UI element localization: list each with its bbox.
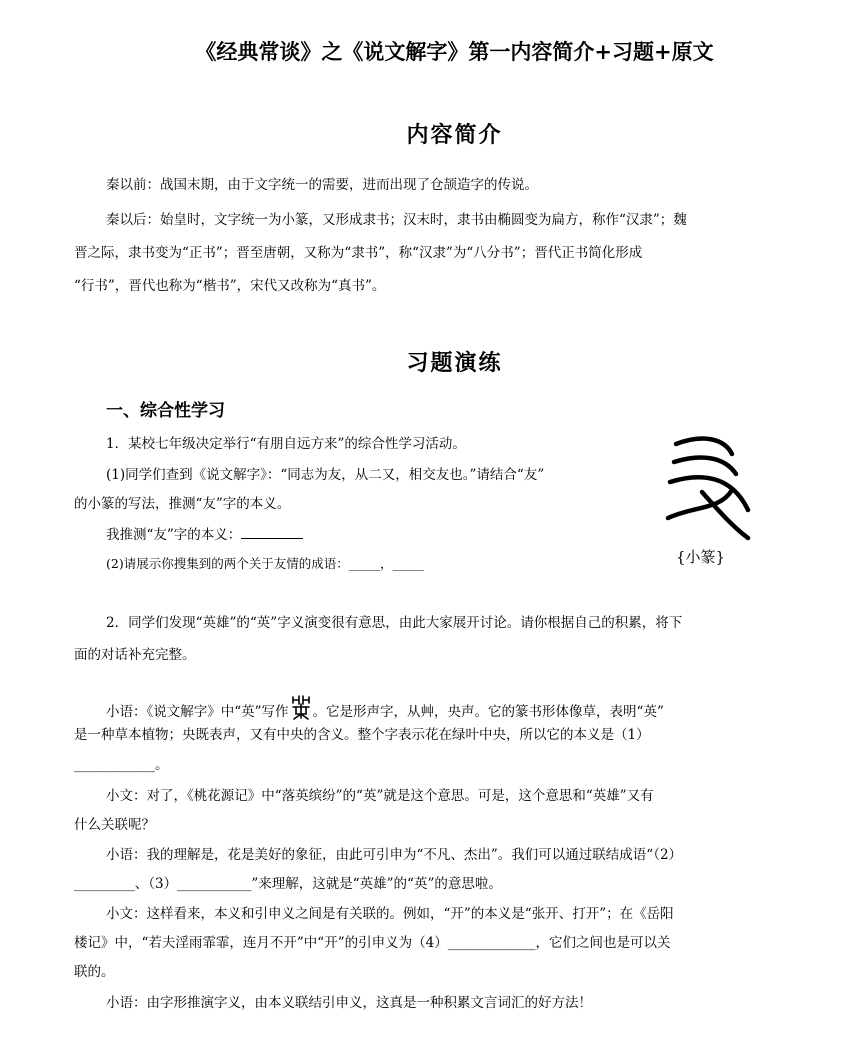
question-1-part-2: (2)请展示你搜集到的两个关于友情的成语：_____，_____ [106,556,424,571]
dialogue-4-line-2: 楼记》中，“若夫淫雨霏霏，连月不开”中“开”的引申义为（4）_____________，它们之间也是可以关 [74,935,671,951]
dialogue-2-line-2: 什么关联呢？ [74,817,155,833]
dialogue-4-line-1: 小文：这样看来，本义和引申义之间是有关联的。例如，“开”的本义是“张开、打开”；在《岳阳 [106,906,674,922]
document-title: 《经典常谈》之《说文解字》第一内容简介+习题+原文 [195,39,714,64]
dialogue-1-line-1 [106,694,664,722]
question-1-answer-line [106,524,303,545]
section-heading-comprehensive: 一、综合性学习 [106,401,225,421]
question-1: 1．某校七年级决定举行“有朋自远方来”的综合性学习活动。 [106,436,466,452]
dialogue-1-part-a: 小语：《说文解字》中“英”写作 [106,704,289,720]
seal-script-label: {小篆} [676,548,726,566]
question-1-part-1-line-2: 的小篆的写法，推测“友”字的本义。 [74,496,291,512]
answer-blank [241,524,303,539]
intro-heading: 内容简介 [406,122,503,148]
dialogue-3-line-1: 小语：我的理解是，花是美好的象征，由此可引申为“不凡、杰出”。我们可以通过联结成语“（2） [106,847,683,863]
dialogue-3-line-2: _________、（3）___________”来理解，这就是“英雄”的“英”的意思啦。 [74,876,502,892]
question-2-line-1: 2．同学们发现“英雄”的“英”字义演变很有意思，由此大家展开讨论。请你根据自己的积累，将下 [106,615,683,631]
dialogue-1-line-3: ____________。 [74,757,169,773]
dialogue-2-line-1: 小文：对了，《桃花源记》中“落英缤纷”的“英”就是这个意思。可是，这个意思和“英雄”又有 [106,788,654,804]
intro-paragraph-2-line-3: “行书”，晋代也称为“楷书”，宋代又改称为“真书”。 [74,278,386,294]
ying-seal-glyph-icon [290,694,312,720]
question-1-part-1-line-1: (1)同学们查到《说文解字》：“同志为友，从二又，相交友也。”请结合“友” [106,467,545,483]
exercise-heading: 习题演练 [406,350,503,376]
intro-paragraph-2-line-2: 晋之际，隶书变为“正书”；晋至唐朝，又称为“隶书”，称“汉隶”为“八分书”；晋代正书简化形成 [74,245,643,261]
dialogue-1-part-b: 。它是形声字，从艸，央声。它的篆书形体像草，表明“英” [312,704,664,720]
answer-prompt: 我推测“友”字的本义： [106,527,242,543]
question-2-line-2: 面的对话补充完整。 [74,647,196,663]
dialogue-5: 小语：由字形推演字义，由本义联结引申义，这真是一种积累文言词汇的好方法！ [106,995,592,1011]
dialogue-1-line-2: 是一种草本植物；央既表声，又有中央的含义。整个字表示花在绿叶中央，所以它的本义是（1） [74,727,650,743]
intro-paragraph-1: 秦以前：战国末期，由于文字统一的需要，进而出现了仓颉造字的传说。 [106,177,538,193]
intro-paragraph-2-line-1: 秦以后：始皇时，文字统一为小篆，又形成隶书；汉末时，隶书由椭圆变为扁方，称作“汉隶”；魏 [106,212,687,228]
dialogue-4-line-3: 联的。 [74,964,115,980]
